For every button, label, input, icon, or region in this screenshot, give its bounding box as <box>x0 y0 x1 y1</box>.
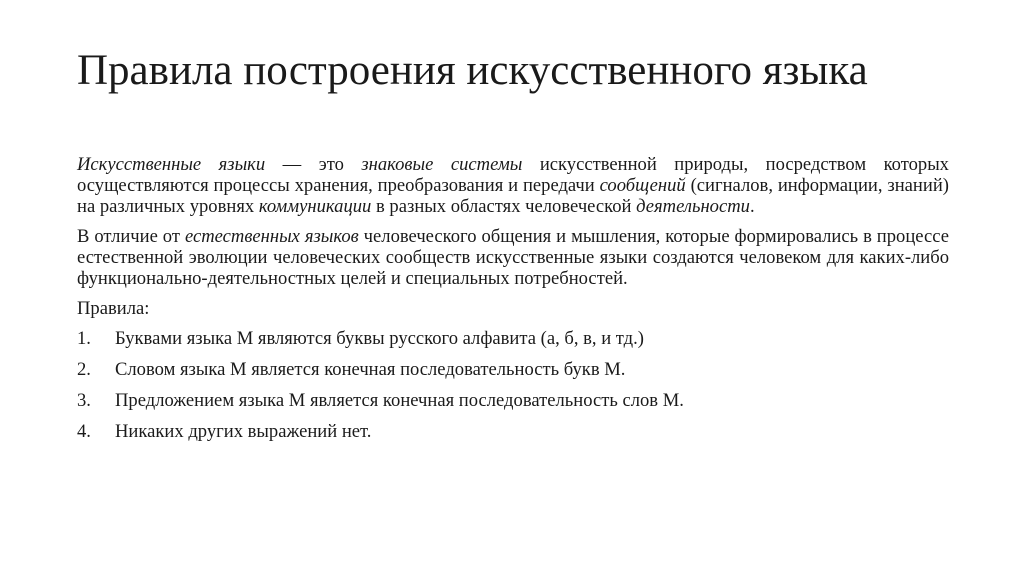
rule-text: Словом языка М является конечная последовательность букв М. <box>115 359 626 380</box>
rule-number: 4. <box>77 421 91 442</box>
text-segment: . <box>749 196 755 217</box>
term-sign-systems: знаковые системы <box>361 154 523 175</box>
text-segment: — это <box>265 154 362 175</box>
term-artificial-languages: Искусственные языки <box>77 154 266 175</box>
rule-text: Буквами языка М являются буквы русского алфавита (а, б, в, и тд.) <box>115 328 644 349</box>
term-communication: коммуникации <box>258 196 372 217</box>
rule-number: 1. <box>77 328 91 349</box>
term-messages: сообщений <box>599 175 686 196</box>
slide-title: Правила построения искусственного языка <box>77 47 868 94</box>
term-activity: деятельности <box>636 196 750 217</box>
comparison-paragraph <box>77 226 949 289</box>
rules-label: Правила: <box>77 298 150 319</box>
text-segment: В отличие от <box>77 226 185 247</box>
rule-number: 3. <box>77 390 91 411</box>
term-natural-languages: естественных языков <box>184 226 359 247</box>
rule-item <box>77 390 949 411</box>
rules-list <box>77 328 949 442</box>
rule-text: Предложением языка М является конечная последовательность слов М. <box>115 390 684 411</box>
definition-paragraph <box>77 154 949 217</box>
slide-content <box>77 154 949 452</box>
rule-item <box>77 359 949 380</box>
rule-item <box>77 421 949 442</box>
rule-number: 2. <box>77 359 91 380</box>
text-segment: искусственной природы, посредством которых осуществляются процессы хранения, преобразования и передачи <box>77 154 949 196</box>
rule-item <box>77 328 949 349</box>
text-segment: (сигналов, информации, знаний) на различных уровнях <box>77 175 949 217</box>
text-segment: в разных областях человеческой <box>371 196 637 217</box>
rule-text: Никаких других выражений нет. <box>115 421 372 442</box>
text-segment: человеческого общения и мышления, которые формировались в процессе естественной эволюции человеческих сообществ искусственные языки создаются человеком для каких-либо функционально-деятельностных целей и специальных потребностей. <box>77 226 949 289</box>
